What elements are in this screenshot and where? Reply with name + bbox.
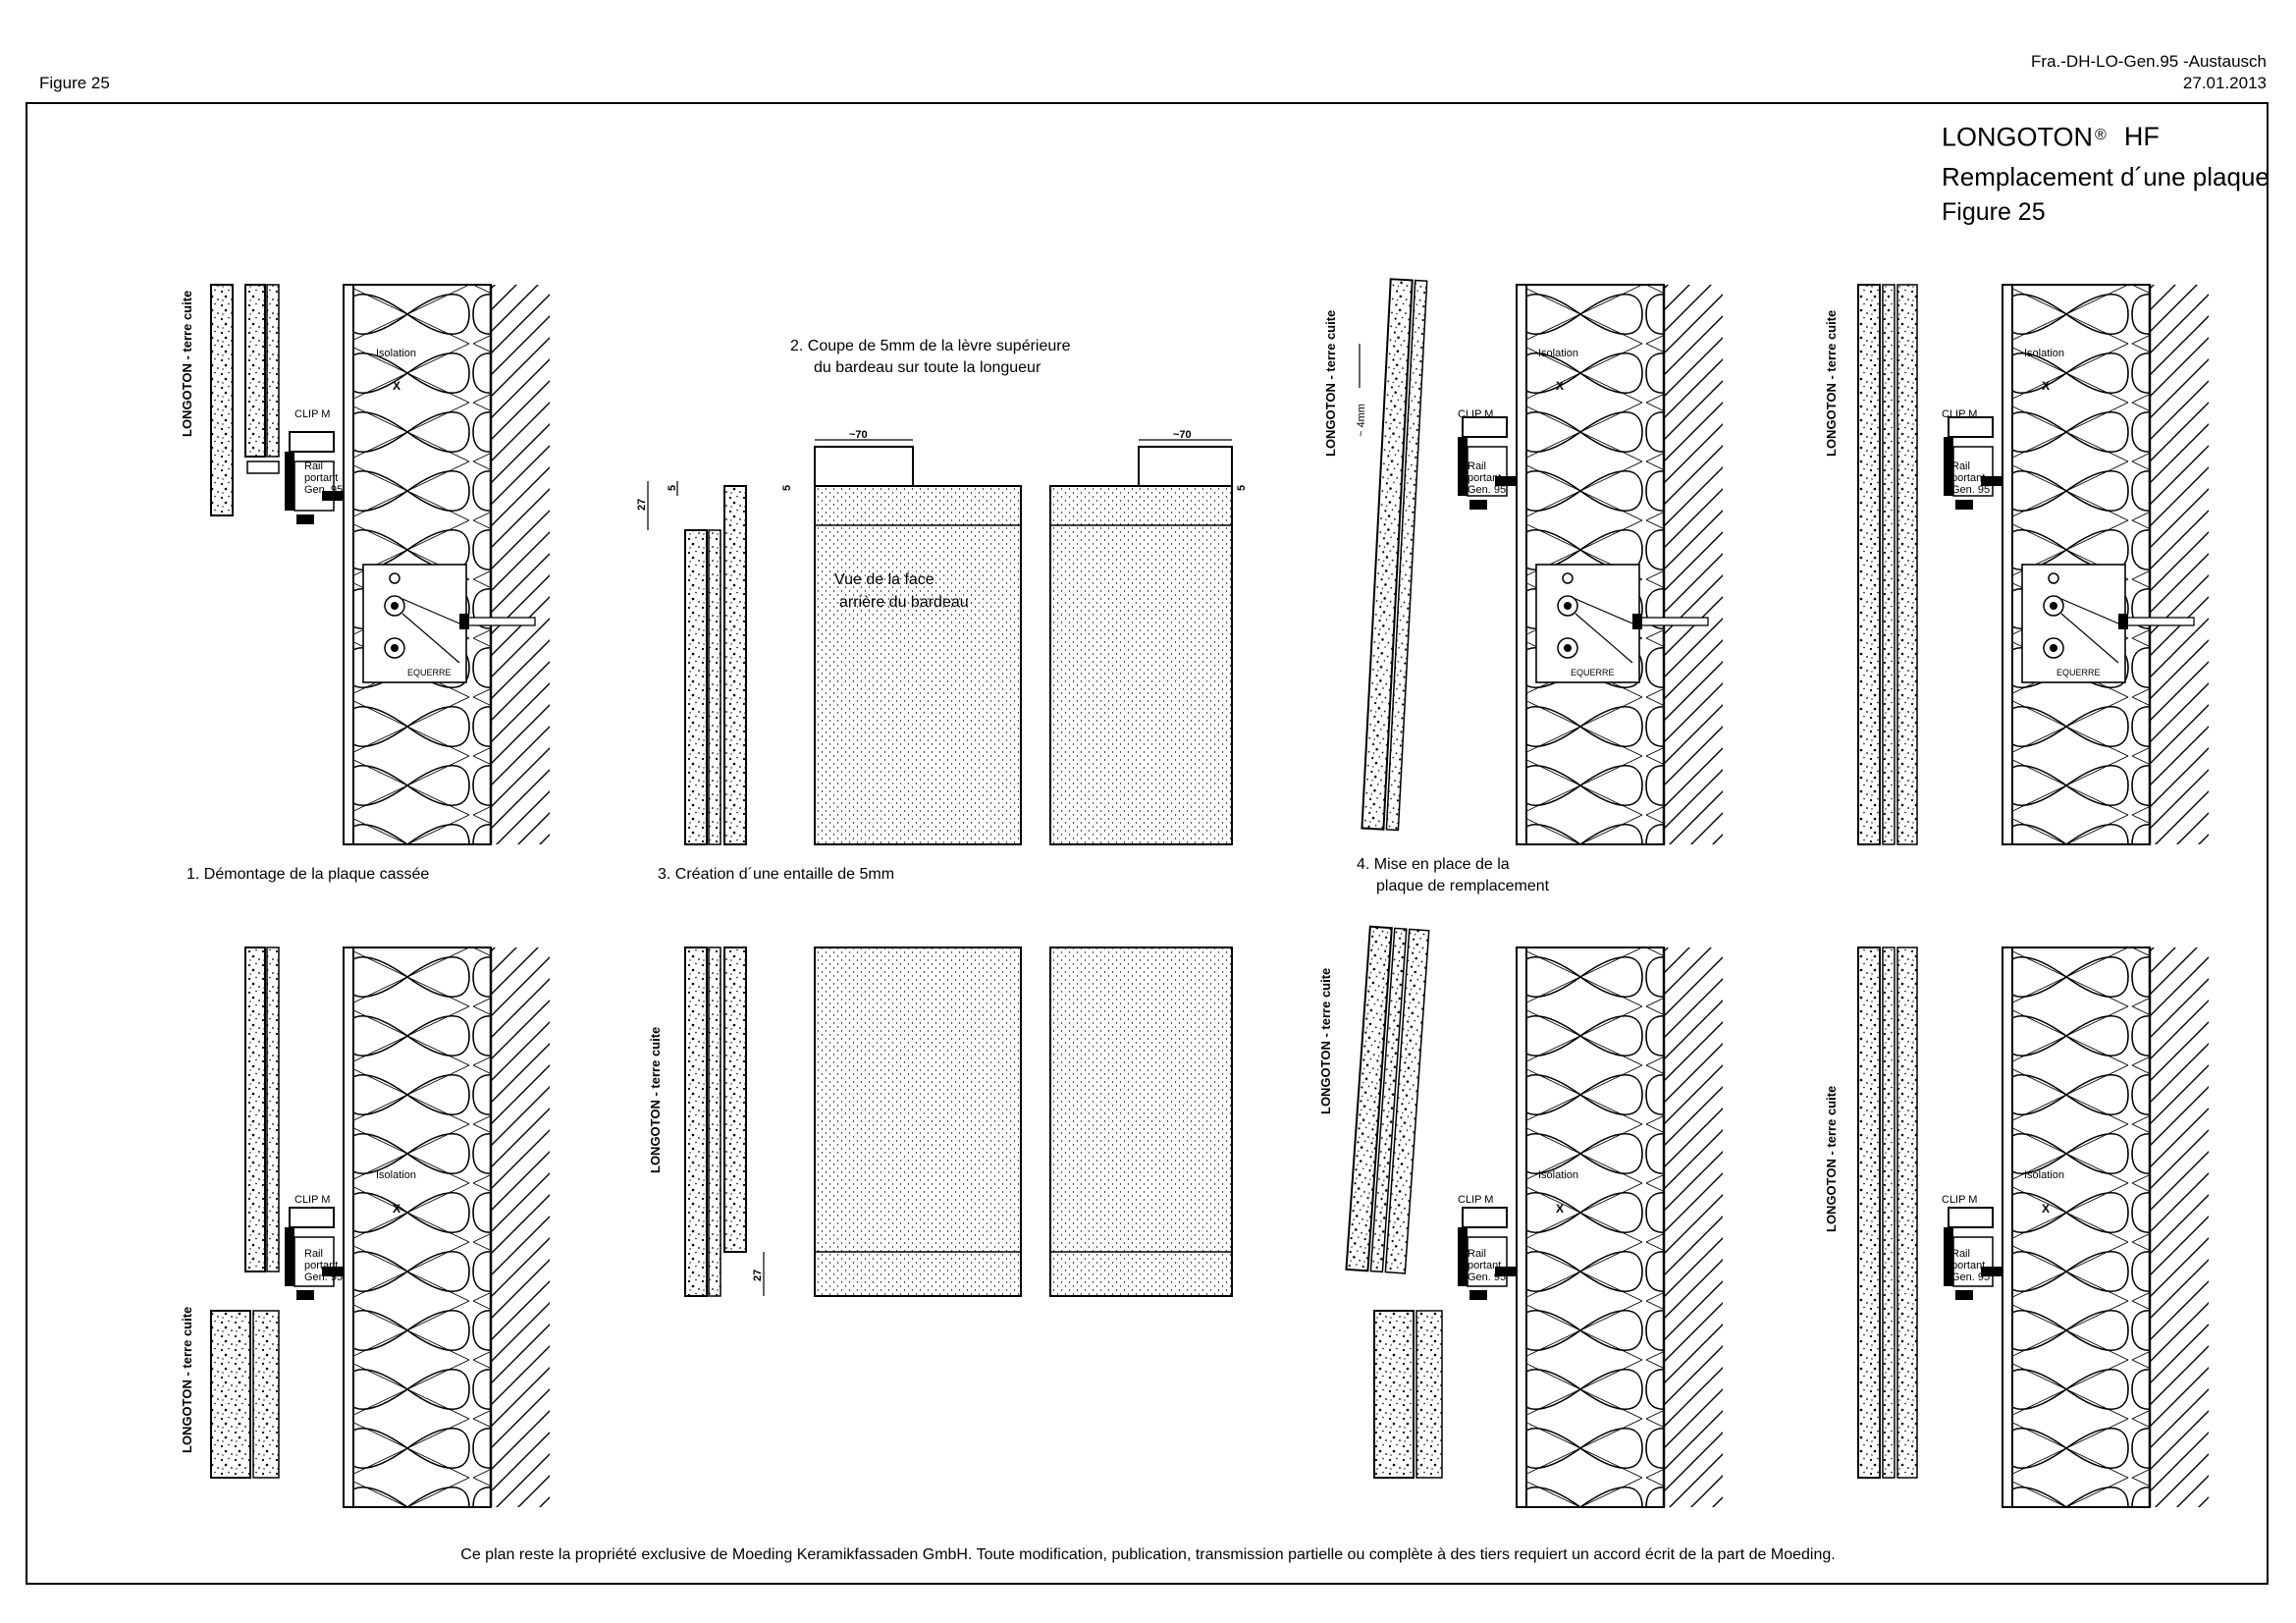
insulation-label-4: Isolation bbox=[376, 1169, 416, 1181]
back-face-label-line2: arrière du bardeau bbox=[839, 594, 969, 611]
svg-text:Gen. 95: Gen. 95 bbox=[1951, 1271, 1991, 1283]
clip-label-2: CLIP M bbox=[1458, 408, 1494, 420]
dim-27-bottom: 27 bbox=[752, 1269, 764, 1281]
tile-back-view-bottom-right bbox=[1050, 947, 1232, 1296]
clip-label-6: CLIP M bbox=[1942, 1194, 1978, 1206]
insulation-label-6: Isolation bbox=[2024, 1169, 2064, 1181]
x-mark-6: X bbox=[2042, 1202, 2051, 1216]
step-1-caption: 1. Démontage de la plaque cassée bbox=[187, 866, 430, 883]
tile-back-view-bottom-left bbox=[815, 947, 1021, 1296]
svg-text:Gen. 95: Gen. 95 bbox=[304, 1271, 344, 1283]
step4-bottom-detail bbox=[1346, 927, 1723, 1507]
x-mark-5: X bbox=[1556, 1202, 1565, 1216]
figure-label: Figure 25 bbox=[39, 74, 110, 92]
svg-text:Gen. 95: Gen. 95 bbox=[1468, 1271, 1507, 1283]
svg-text:Gen. 95: Gen. 95 bbox=[1468, 484, 1507, 496]
step5-bottom-detail bbox=[1858, 947, 2209, 1507]
x-mark-2: X bbox=[1556, 379, 1565, 393]
step3-tile-detail bbox=[648, 481, 746, 844]
svg-text:portant: portant bbox=[304, 1260, 339, 1271]
svg-text:portant: portant bbox=[1468, 1260, 1502, 1271]
x-mark-1: X bbox=[393, 379, 401, 393]
svg-text:portant: portant bbox=[1468, 472, 1502, 484]
step3-bottom-detail bbox=[685, 947, 764, 1296]
dim-4mm: ~ 4mm bbox=[1356, 404, 1367, 437]
clip-label-1: CLIP M bbox=[294, 408, 331, 420]
svg-text:portant: portant bbox=[1951, 1260, 1986, 1271]
step1-top-detail bbox=[211, 285, 550, 844]
dim-5-left: 5 bbox=[667, 484, 678, 491]
insulation-label-5: Isolation bbox=[1538, 1169, 1578, 1181]
doc-date: 27.01.2013 bbox=[2182, 74, 2267, 92]
material-label-4: LONGOTON - terre cuite bbox=[180, 1306, 194, 1453]
step5-top-detail bbox=[1858, 285, 2209, 844]
svg-text:Rail: Rail bbox=[1951, 1248, 1970, 1260]
insulation-label-1: Isolation bbox=[376, 348, 416, 359]
material-label-3: LONGOTON - terre cuite bbox=[1824, 309, 1839, 457]
svg-text:Gen. 95: Gen. 95 bbox=[304, 484, 344, 496]
step-3-caption: 3. Création d´une entaille de 5mm bbox=[658, 866, 895, 883]
svg-text:portant: portant bbox=[1951, 472, 1986, 484]
tile-broken bbox=[211, 285, 233, 515]
dim-5-center: 5 bbox=[781, 484, 793, 491]
registered-mark: ® bbox=[2095, 127, 2107, 143]
dim-70-right: ~70 bbox=[1173, 429, 1192, 441]
step-2-caption: 2. Coupe de 5mm de la lèvre supérieure du bardeau sur toute la longueur bbox=[790, 338, 1071, 376]
bracket-label-2: EQUERRE bbox=[1571, 668, 1615, 677]
insulation-label-2: Isolation bbox=[1538, 348, 1578, 359]
svg-text:Rail: Rail bbox=[1468, 460, 1486, 472]
svg-text:Rail: Rail bbox=[1468, 1248, 1486, 1260]
svg-text:Rail: Rail bbox=[304, 1248, 323, 1260]
svg-text:portant: portant bbox=[304, 472, 339, 484]
material-label-1: LONGOTON - terre cuite bbox=[180, 290, 194, 437]
material-label-5: LONGOTON - terre cuite bbox=[648, 1026, 663, 1173]
x-mark-3: X bbox=[2042, 379, 2051, 393]
dim-27-top: 27 bbox=[636, 498, 648, 511]
bracket-label-3: EQUERRE bbox=[2056, 668, 2101, 677]
clip-label-3: CLIP M bbox=[1942, 408, 1978, 420]
x-mark-4: X bbox=[393, 1202, 401, 1216]
insulation-label-3: Isolation bbox=[2024, 348, 2064, 359]
svg-text:Rail: Rail bbox=[1951, 460, 1970, 472]
drawing-subtitle: Remplacement d´une plaque bbox=[1942, 162, 2269, 192]
tile-upper bbox=[245, 285, 265, 457]
step1-bottom-detail bbox=[211, 947, 550, 1507]
brand-suffix: HF bbox=[2123, 122, 2160, 152]
material-label-2: LONGOTON - terre cuite bbox=[1323, 309, 1338, 457]
dim-70-left: ~70 bbox=[849, 429, 868, 441]
material-label-7: LONGOTON - terre cuite bbox=[1824, 1085, 1839, 1232]
dim-5-right: 5 bbox=[1236, 484, 1248, 491]
tile-back-view-left bbox=[815, 440, 1021, 844]
clip-label-5: CLIP M bbox=[1458, 1194, 1494, 1206]
doc-ref: Fra.-DH-LO-Gen.95 -Austausch bbox=[2031, 52, 2267, 71]
step4-top-detail bbox=[1362, 279, 1723, 844]
step-4-caption: 4. Mise en place de la plaque de remplacement bbox=[1357, 856, 1550, 894]
bracket-label-1: EQUERRE bbox=[407, 668, 452, 677]
svg-text:Rail: Rail bbox=[304, 460, 323, 472]
brand-name: LONGOTON bbox=[1942, 122, 2094, 152]
tile-back-view-right bbox=[1050, 440, 1232, 844]
back-face-label-line1: Vue de la face bbox=[834, 571, 934, 588]
clip-label-4: CLIP M bbox=[294, 1194, 331, 1206]
material-label-6: LONGOTON - terre cuite bbox=[1318, 967, 1333, 1114]
footer-notice: Ce plan reste la propriété exclusive de Moeding Keramikfassaden GmbH. Toute modification, publication, transmission partielle ou complète à des tiers requiert un accord écrit de la part de Moeding. bbox=[460, 1546, 1836, 1563]
svg-text:Gen. 95: Gen. 95 bbox=[1951, 484, 1991, 496]
drawing-figure-number: Figure 25 bbox=[1942, 198, 2046, 227]
